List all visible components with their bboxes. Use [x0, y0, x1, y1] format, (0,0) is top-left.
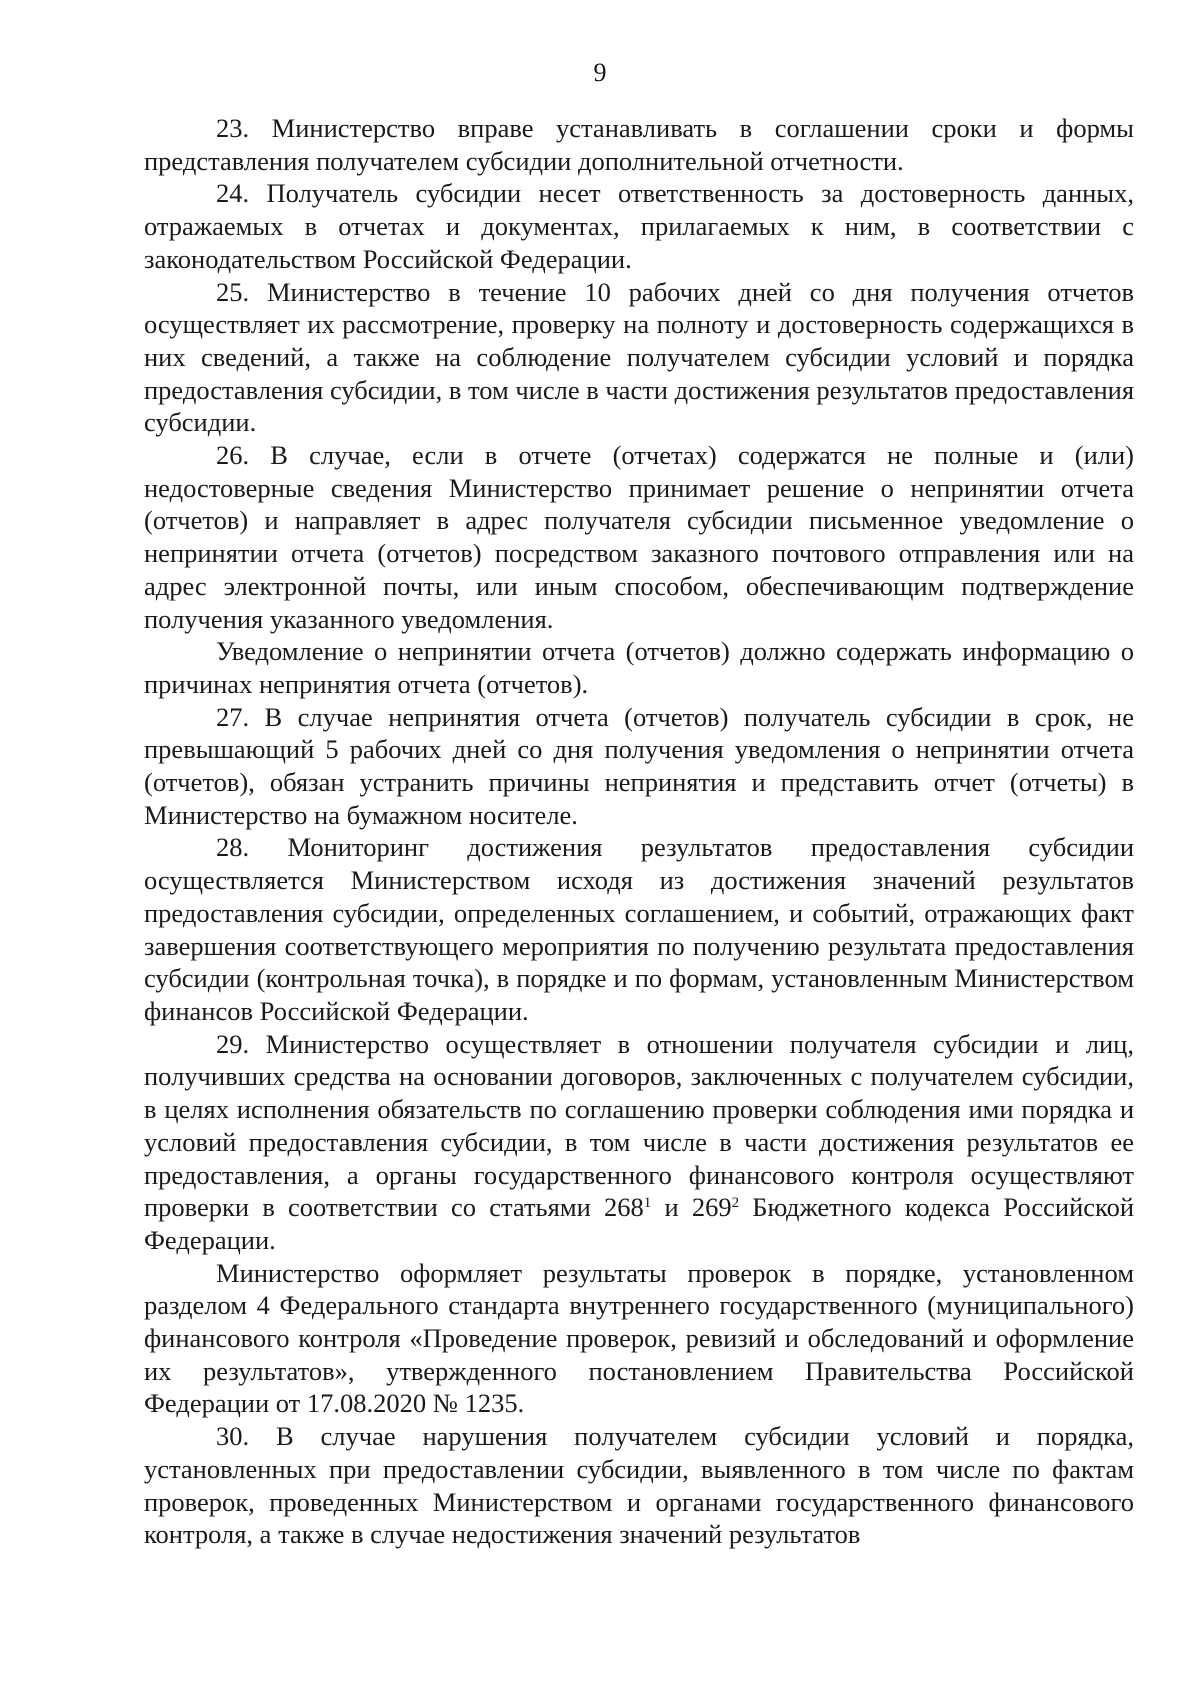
superscript-2: 2: [731, 1195, 740, 1212]
paragraph-26-notice: Уведомление о непринятии отчета (отчетов) должно содержать информацию о причинах непринятия отчета (отчетов).: [144, 636, 1134, 699]
paragraph-29-text-mid: и 269: [651, 1192, 732, 1223]
paragraph-28: 28. Мониторинг достижения результатов предоставления субсидии осуществляется Министерством исходя из достижения значений результатов предоставления субсидии, определенных соглашением, и событий, отражающих факт завершения соответствующего мероприятия по получению результата предоставления субсидии (контрольная точка), в порядке и по формам, установленным Министерством финансов Российской Федерации.: [144, 832, 1134, 1026]
paragraph-29-inspection-results: Министерство оформляет результаты проверок в порядке, установленном разделом 4 Федерального стандарта внутреннего государственного (муниципального) финансового контроля «Проведение проверок, ревизий и обследований и оформление их результатов», утвержденного постановлением Правительства Российской Федерации от 17.08.2020 № 1235.: [144, 1257, 1134, 1419]
paragraph-23: 23. Министерство вправе устанавливать в соглашении сроки и формы представления получателем субсидии дополнительной отчетности.: [144, 113, 1134, 176]
paragraph-30: 30. В случае нарушения получателем субсидии условий и порядка, установленных при предоставлении субсидии, выявленного в том числе по фактам проверок, проведенных Министерством и органами государственного финансового контроля, а также в случае недостижения значений результатов: [144, 1421, 1134, 1550]
paragraph-26: 26. В случае, если в отчете (отчетах) содержатся не полные и (или) недостоверные сведения Министерство принимает решение о непринятии отчета (отчетов) и направляет в адрес получателя субсидии письменное уведомление о непринятии отчета (отчетов) посредством заказного почтового отправления или на адрес электронной почты, или иным способом, обеспечивающим подтверждение получения указанного уведомления.: [144, 440, 1134, 634]
document-body: [144, 112, 1134, 1551]
paragraph-27: 27. В случае непринятия отчета (отчетов) получатель субсидии в срок, не превышающий 5 рабочих дней со дня получения уведомления о непринятии отчета (отчетов), обязан устранить причины непринятия и представить отчет (отчеты) в Министерство на бумажном носителе.: [144, 701, 1134, 830]
paragraph-29-text-before: 29. Министерство осуществляет в отношении получателя субсидии и лиц, получивших средства на основании договоров, заключенных с получателем субсидии, в целях исполнения обязательств по соглашению проверки соблюдения ими порядка и условий предоставления субсидии, в том числе в части достижения результатов ее предоставления, а органы государственного финансового контроля осуществляют проверки в соответствии со статьями 268: [144, 1028, 1134, 1223]
superscript-1: 1: [643, 1195, 652, 1212]
page-number: 9: [593, 58, 607, 87]
paragraph-29: [144, 1028, 1134, 1257]
paragraph-25: 25. Министерство в течение 10 рабочих дней со дня получения отчетов осуществляет их рассмотрение, проверку на полноту и достоверность содержащихся в них сведений, а также на соблюдение получателем субсидии условий и порядка предоставления субсидии, в том числе в части достижения результатов предоставления субсидии.: [144, 276, 1135, 438]
paragraph-29-text-after: Бюджетного кодекса Российской Федерации.: [144, 1192, 1134, 1255]
paragraph-24: 24. Получатель субсидии несет ответственность за достоверность данных, отражаемых в отчетах и документах, прилагаемых к ним, в соответствии с законодательством Российской Федерации.: [144, 178, 1134, 274]
